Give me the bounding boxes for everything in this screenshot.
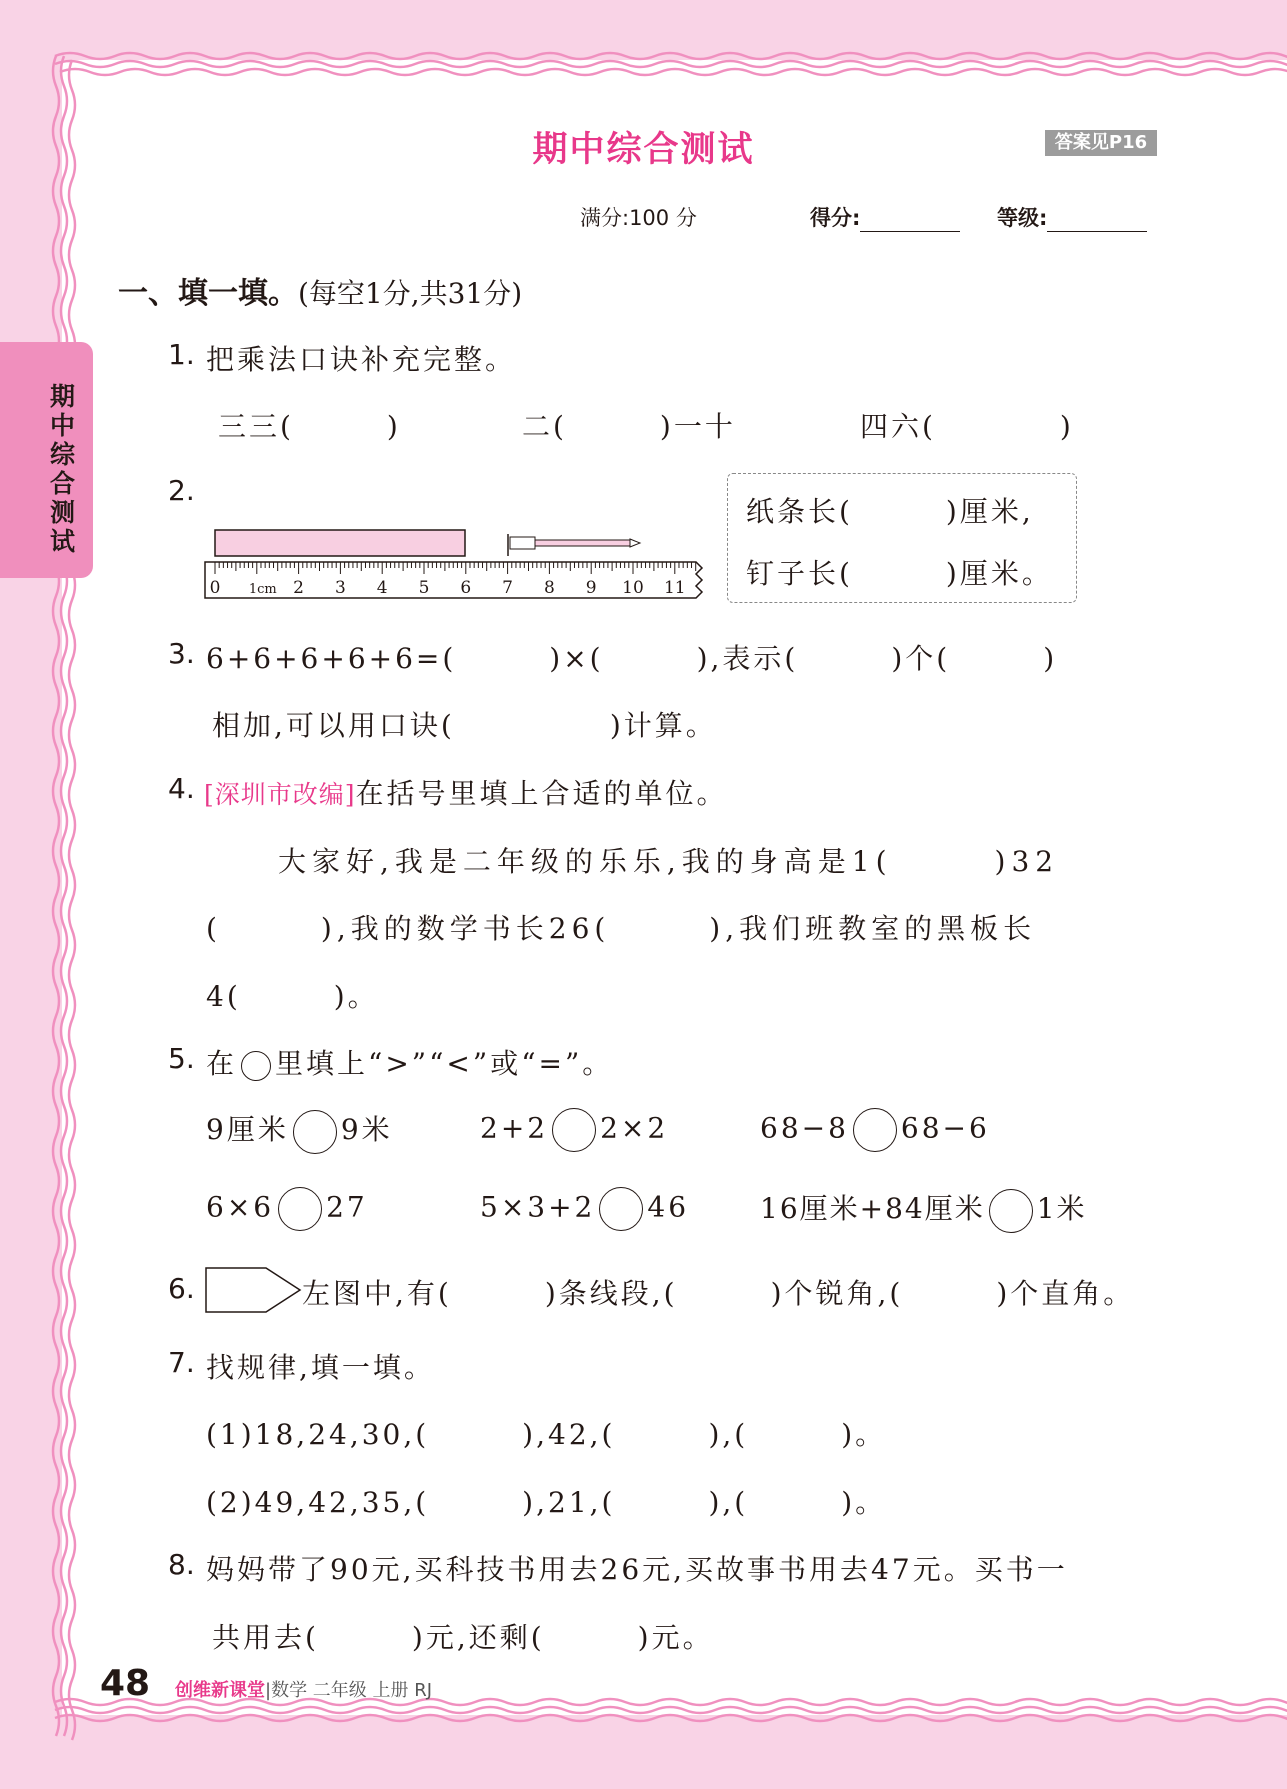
q5-number: 5.: [168, 1042, 195, 1075]
q7-text: 找规律,填一填。: [206, 1351, 435, 1384]
q4-heading: [204, 772, 728, 812]
compare-item: 2+2 2×2: [480, 1108, 668, 1152]
q4-number: 4.: [168, 772, 195, 805]
compare-circle[interactable]: [989, 1189, 1033, 1233]
ruler-label: 0: [209, 578, 221, 598]
q3-number: 3.: [168, 637, 195, 670]
footer-brand: 创维新课堂: [175, 1680, 265, 1701]
q6-text: 左图中,有( )条线段,( )个锐角,( )个直角。: [302, 1277, 1135, 1310]
section-heading: [118, 268, 522, 312]
q3-line1: 6+6+6+6+6=( )×( ),表示( )个( ): [206, 642, 1058, 675]
q1-item: 三三( ): [218, 410, 401, 443]
q5-text-b: 里填上“>”“<”或“=”。: [275, 1047, 614, 1080]
compare-item: 9厘米 9米: [206, 1108, 393, 1154]
q3-line2: 相加,可以用口诀( )计算。: [212, 709, 717, 742]
q4-line2: ( ),我的数学书长26( ),我们班教室的黑板长: [206, 912, 1037, 945]
compare-circle[interactable]: [853, 1108, 897, 1152]
score-field: [810, 202, 960, 232]
circle-icon: [241, 1051, 271, 1081]
q7-number: 7.: [168, 1346, 195, 1379]
side-tab: [0, 342, 93, 578]
q5-text: [206, 1042, 613, 1082]
score-blank[interactable]: [860, 211, 960, 232]
ruler-label: 5: [418, 578, 430, 598]
ruler-label: 6: [460, 578, 472, 598]
paper-strip: [215, 530, 465, 556]
q4-line1: 大家好,我是二年级的乐乐,我的身高是1( )32: [278, 845, 1060, 878]
page-number: 48: [100, 1663, 151, 1704]
q1-text: 把乘法口诀补充完整。: [206, 343, 517, 376]
ruler-label: 11: [663, 578, 686, 598]
full-score: 满分:100 分: [580, 206, 697, 230]
compare-item: 5×3+2 46: [480, 1187, 689, 1231]
footer-info: [175, 1676, 432, 1702]
ruler-label: 1cm: [248, 582, 277, 597]
ruler-label: 4: [376, 578, 388, 598]
compare-item: 16厘米+84厘米 1米: [760, 1187, 1087, 1233]
q8-line2: 共用去( )元,还剩( )元。: [212, 1621, 714, 1654]
page-title: 期中综合测试: [532, 130, 755, 170]
section-note: (每空1分,共31分): [298, 277, 523, 310]
grade-field: [997, 202, 1147, 232]
ruler-label: 7: [502, 578, 514, 598]
section-title: 一、填一填。: [118, 276, 298, 311]
grade-blank[interactable]: [1047, 211, 1147, 232]
q8-number: 8.: [168, 1548, 195, 1581]
ruler-label: 3: [334, 578, 346, 598]
compare-item: 68−8 68−6: [760, 1108, 990, 1152]
q8-line1: 妈妈带了90元,买科技书用去26元,买故事书用去47元。买书一: [206, 1553, 1068, 1586]
q4-source-tag: [深圳市改编]: [204, 780, 356, 809]
ruler-label: 8: [543, 578, 555, 598]
compare-item: 6×6 27: [206, 1187, 368, 1231]
q4-text: 在括号里填上合适的单位。: [355, 777, 728, 810]
ruler-figure: [200, 520, 710, 610]
q4-line3: 4( )。: [206, 980, 379, 1013]
score-label: 得分:: [810, 206, 861, 230]
grade-label: 等级:: [997, 206, 1048, 230]
q6-number: 6.: [168, 1272, 195, 1305]
q2-number: 2.: [168, 474, 195, 507]
q1-item: 二( )一十: [522, 410, 736, 443]
footer-series: |数学 二年级 上册 RJ: [265, 1680, 433, 1701]
q7-line2: (2)49,42,35,( ),21,( ),( )。: [206, 1486, 887, 1519]
ruler-label: 10: [622, 578, 644, 598]
ruler-label: 9: [585, 578, 597, 598]
compare-circle[interactable]: [278, 1187, 322, 1231]
nail: [508, 534, 640, 556]
side-tab-label: 期中综合测试: [50, 382, 76, 556]
q1-item: 四六( ): [860, 410, 1074, 443]
q7-line1: (1)18,24,30,( ),42,( ),( )。: [206, 1418, 887, 1451]
q1-number: 1.: [168, 338, 195, 371]
compare-circle[interactable]: [599, 1187, 643, 1231]
q2-line2: 钉子长( )厘米。: [746, 557, 1053, 590]
ruler-label: 2: [293, 578, 305, 598]
q2-line1: 纸条长( )厘米,: [746, 495, 1034, 528]
compare-circle[interactable]: [552, 1108, 596, 1152]
pentagon-figure: [204, 1266, 304, 1314]
compare-circle[interactable]: [293, 1110, 337, 1154]
q5-text-a: 在: [206, 1047, 238, 1080]
answer-ref-badge: 答案见P16: [1045, 130, 1157, 156]
